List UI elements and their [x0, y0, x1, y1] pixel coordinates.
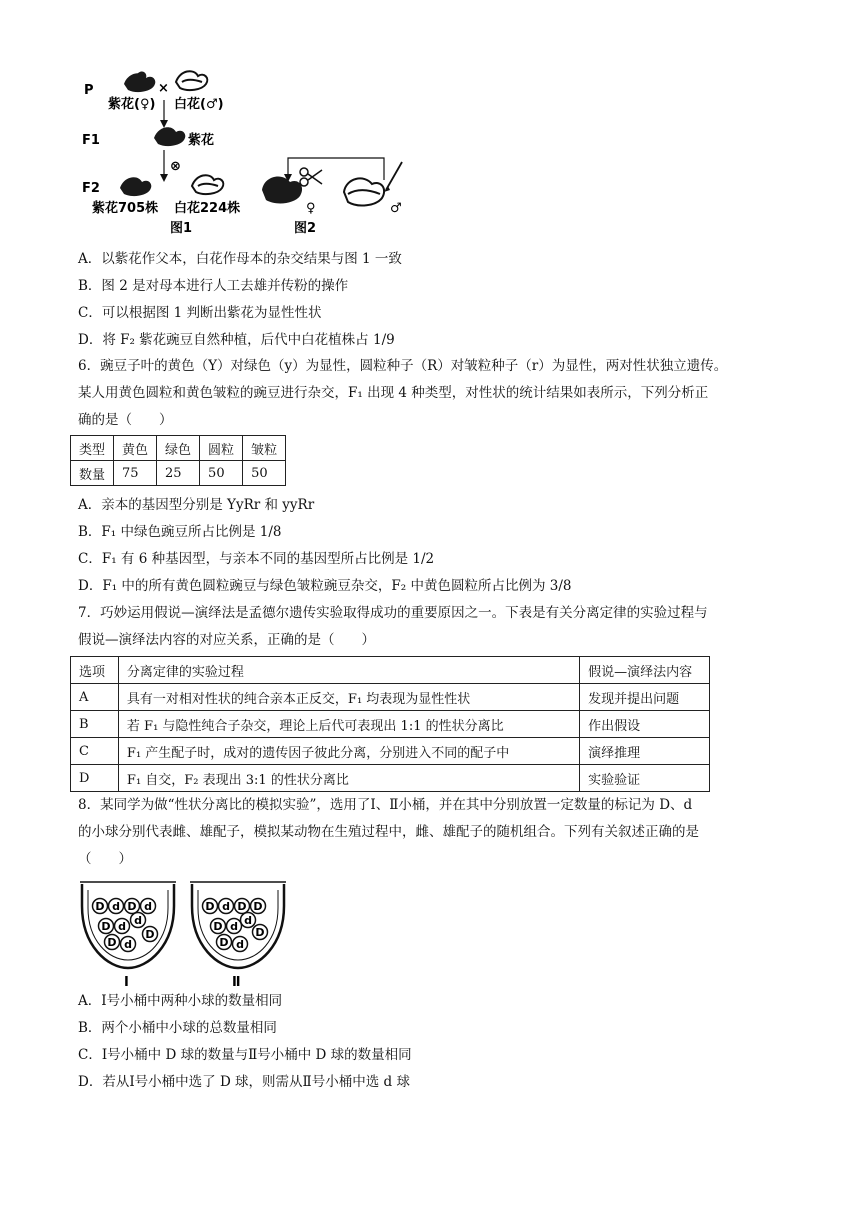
f2-purple-count: 紫花705株 [92, 201, 159, 216]
table-cell: 演绎推理 [580, 738, 710, 765]
q8-option-c: C．Ⅰ号小桶中 D 球的数量与Ⅱ号小桶中 D 球的数量相同 [78, 1047, 412, 1063]
bucket-i [80, 882, 176, 988]
q6-stem-line3: 确的是（ ） [78, 412, 173, 428]
table-header-cell: 分离定律的实验过程 [118, 657, 579, 684]
table-header-cell: 选项 [71, 657, 119, 684]
figure2-caption: 图2 [294, 221, 317, 236]
ball-label: d [134, 914, 142, 927]
bucket-figure [78, 876, 298, 988]
q7-stem-line2: 假说—演绎法内容的对应关系，正确的是（ ） [78, 632, 375, 648]
cross-symbol: × [158, 81, 169, 96]
ball-label: D [237, 900, 247, 913]
table-cell: 50 [243, 461, 286, 486]
flower-cross-figure [78, 62, 418, 242]
f2-label: F2 [82, 181, 100, 196]
f1-purple-flower-icon [154, 127, 185, 146]
f2-purple-flower-icon [120, 177, 151, 196]
ball-label: D [127, 900, 137, 913]
table-row [71, 684, 710, 711]
ball-label: d [118, 920, 126, 933]
ball-label: d [236, 938, 244, 951]
table-row [71, 461, 286, 486]
bucket-ii-label: Ⅱ [232, 975, 241, 988]
ball-label: d [112, 900, 120, 913]
q6-stem-line2: 某人用黄色圆粒和黄色皱粒的豌豆进行杂交，F₁ 出现 4 种类型，对性状的统计结果如表所示，下列分析正 [78, 385, 709, 401]
ball-label: D [205, 900, 215, 913]
q8-option-d: D．若从Ⅰ号小桶中选了 D 球，则需从Ⅱ号小桶中选 d 球 [78, 1074, 410, 1090]
table-cell: B [71, 711, 119, 738]
q8-stem-line3: （ ） [78, 851, 132, 867]
q6-stem-line1: 6．豌豆子叶的黄色（Y）对绿色（y）为显性，圆粒种子（R）对皱粒种子（r）为显性，两对性状独立遗传。 [78, 358, 728, 374]
table-row [71, 436, 286, 461]
table-cell: D [71, 765, 119, 792]
table-cell: F₁ 产生配子时，成对的遗传因子彼此分离，分别进入不同的配子中 [118, 738, 579, 765]
table-cell: 黄色 [114, 436, 157, 461]
ball-label: D [101, 920, 111, 933]
ball-label: D [219, 936, 229, 949]
table-cell: 具有一对相对性状的纯合亲本正反交，F₁ 均表现为显性性状 [118, 684, 579, 711]
q6-data-table [70, 435, 286, 486]
q6-option-a: A．亲本的基因型分别是 YyRr 和 yyRr [78, 497, 315, 513]
table-cell: 绿色 [157, 436, 200, 461]
q5-option-b: B．图 2 是对母本进行人工去雄并传粉的操作 [78, 278, 349, 294]
q7-table [70, 656, 710, 792]
table-row [71, 765, 710, 792]
q6-option-b: B．F₁ 中绿色豌豆所占比例是 1/8 [78, 524, 282, 540]
ball-label: d [144, 900, 152, 913]
ball-label: D [145, 928, 155, 941]
ball-label: D [107, 936, 117, 949]
ball-label: D [213, 920, 223, 933]
table-cell: 类型 [71, 436, 114, 461]
q8-stem-line2: 的小球分别代表雌、雄配子，模拟某动物在生殖过程中，雌、雄配子的随机组合。下列有关叙述正确的是 [78, 824, 699, 840]
q5-option-a: A．以紫花作父本，白花作母本的杂交结果与图 1 一致 [78, 251, 402, 267]
table-cell: 75 [114, 461, 157, 486]
ball-label: d [222, 900, 230, 913]
q5-option-c: C．可以根据图 1 判断出紫花为显性性状 [78, 305, 322, 321]
ball-label: D [253, 900, 263, 913]
table-row [71, 738, 710, 765]
scissors-icon [300, 168, 322, 186]
q5-option-d: D．将 F₂ 紫花豌豆自然种植，后代中白花植株占 1/9 [78, 332, 395, 348]
table-row [71, 657, 710, 684]
p-generation-label: P [84, 83, 94, 98]
female-symbol: ♀ [306, 201, 316, 216]
pollen-flower-icon [344, 178, 384, 205]
table-cell: 若 F₁ 与隐性纯合子杂交，理论上后代可表现出 1:1 的性状分离比 [118, 711, 579, 738]
f1-flower-label: 紫花 [188, 133, 215, 148]
purple-female-parent-label: 紫花(♀) [108, 97, 156, 112]
table-cell: 作出假设 [580, 711, 710, 738]
table-cell: 50 [200, 461, 243, 486]
f2-white-count: 白花224株 [174, 201, 241, 216]
q6-option-d: D．F₁ 中的所有黄色圆粒豌豆与绿色皱粒豌豆杂交，F₂ 中黄色圆粒所占比例为 3/8 [78, 578, 572, 594]
male-symbol: ♂ [390, 201, 402, 216]
white-male-parent-label: 白花(♂) [174, 97, 224, 112]
selfing-symbol: ⊗ [170, 159, 181, 174]
table-header-cell: 假说—演绎法内容 [580, 657, 710, 684]
ball-label: D [255, 926, 265, 939]
q8-option-a: A．Ⅰ号小桶中两种小球的数量相同 [78, 993, 283, 1009]
f2-white-flower-icon [192, 175, 223, 194]
table-cell: 数量 [71, 461, 114, 486]
purple-flower-icon [124, 72, 155, 93]
figure1-caption: 图1 [170, 221, 193, 236]
table-row [71, 711, 710, 738]
table-cell: F₁ 自交，F₂ 表现出 3:1 的性状分离比 [118, 765, 579, 792]
q8-stem-line1: 8．某同学为做“性状分离比的模拟实验”，选用了Ⅰ、Ⅱ小桶，并在其中分别放置一定数量的标记为 D、d [78, 797, 693, 813]
white-flower-icon [176, 71, 207, 90]
ball-label: d [124, 938, 132, 951]
table-cell: 发现并提出问题 [580, 684, 710, 711]
table-cell: 实验验证 [580, 765, 710, 792]
q7-stem-line1: 7．巧妙运用假说—演绎法是孟德尔遗传实验取得成功的重要原因之一。下表是有关分离定律的实验过程与 [78, 605, 708, 621]
f1-label: F1 [82, 133, 100, 148]
ball-label: D [95, 900, 105, 913]
brush-icon [384, 162, 402, 192]
table-cell: A [71, 684, 119, 711]
ball-label: d [230, 920, 238, 933]
emasculated-flower-icon [262, 176, 302, 203]
ball-label: d [244, 914, 252, 927]
table-cell: 25 [157, 461, 200, 486]
table-cell: 皱粒 [243, 436, 286, 461]
bucket-i-label: Ⅰ [124, 975, 129, 988]
bucket-ii [190, 882, 286, 988]
table-cell: C [71, 738, 119, 765]
q8-option-b: B．两个小桶中小球的总数量相同 [78, 1020, 277, 1036]
q6-option-c: C．F₁ 有 6 种基因型，与亲本不同的基因型所占比例是 1/2 [78, 551, 435, 567]
table-cell: 圆粒 [200, 436, 243, 461]
